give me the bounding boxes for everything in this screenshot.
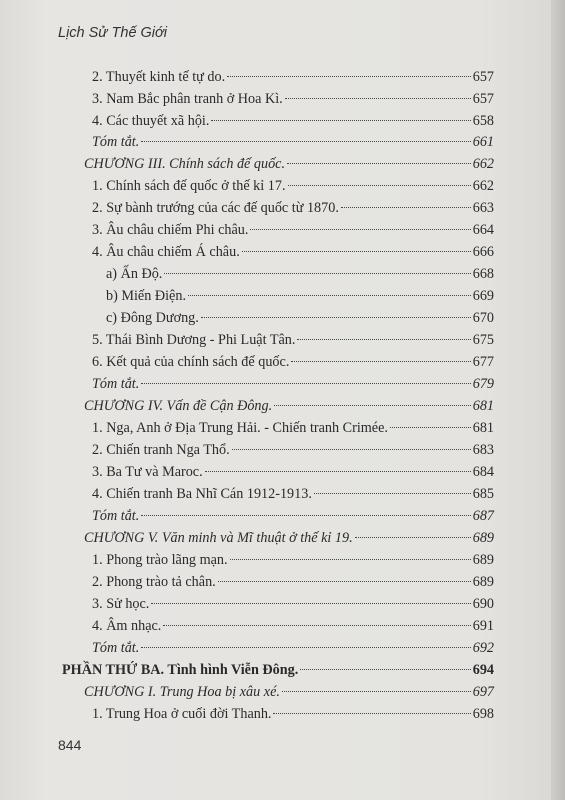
toc-entry — [84, 397, 494, 415]
toc-entry — [92, 617, 494, 635]
toc-entry — [106, 287, 494, 305]
toc-entry — [92, 90, 494, 108]
toc-entry-page: 687 — [472, 508, 494, 524]
toc-entry — [92, 221, 494, 239]
toc-entry-label: 1. Chính sách đế quốc ở thế kỉ 17. — [92, 178, 286, 194]
running-head: Lịch Sử Thế Giới — [58, 25, 168, 41]
toc-entry-page: 658 — [472, 113, 494, 129]
toc-entry — [92, 507, 494, 525]
toc-dot-leader — [274, 404, 471, 406]
toc-dot-leader — [232, 448, 471, 450]
toc-dot-leader — [205, 470, 471, 472]
toc-entry-page: 662 — [472, 156, 494, 172]
toc-entry — [84, 155, 494, 173]
toc-entry — [106, 265, 494, 283]
toc-entry-label: 4. Âu châu chiếm Á châu. — [92, 244, 240, 260]
toc-entry-label: 2. Thuyết kinh tế tự do. — [92, 69, 226, 85]
toc-dot-leader — [250, 228, 470, 230]
toc-entry-label: 4. Các thuyết xã hội. — [92, 113, 210, 129]
toc-entry — [92, 375, 494, 393]
toc-entry-label: 4. Chiến tranh Ba Nhĩ Cán 1912-1913. — [92, 486, 312, 502]
toc-dot-leader — [211, 119, 470, 121]
toc-entry-label: PHẦN THỨ BA. Tình hình Viễn Đông. — [62, 662, 299, 678]
toc-entry — [92, 441, 494, 459]
toc-entry-label: Tóm tắt. — [92, 376, 140, 392]
toc-entry-label: Tóm tắt. — [92, 508, 140, 524]
toc-dot-leader — [300, 668, 470, 670]
toc-dot-leader — [291, 360, 470, 362]
toc-entry-label: Tóm tắt. — [92, 134, 140, 150]
toc-dot-leader — [287, 162, 471, 164]
toc-entry — [92, 705, 494, 723]
toc-entry-page: 663 — [472, 200, 494, 216]
toc-entry-label: 5. Thái Bình Dương - Phi Luật Tân. — [92, 332, 296, 348]
toc-dot-leader — [141, 646, 470, 648]
toc-entry — [92, 243, 494, 261]
toc-entry — [92, 68, 494, 86]
toc-dot-leader — [297, 338, 470, 340]
toc-entry-page: 690 — [472, 596, 494, 612]
toc-dot-leader — [355, 536, 471, 538]
toc-entry-label: CHƯƠNG I. Trung Hoa bị xâu xé. — [84, 684, 280, 700]
toc-entry-label: 3. Ba Tư và Maroc. — [92, 464, 203, 480]
toc-dot-leader — [273, 712, 470, 714]
toc-dot-leader — [282, 690, 471, 692]
toc-entry-page: 664 — [472, 222, 494, 238]
toc-entry-page: 689 — [472, 574, 494, 590]
toc-entry-page: 681 — [472, 398, 494, 414]
toc-entry-label: 2. Phong trào tả chân. — [92, 574, 216, 590]
toc-entry-label: CHƯƠNG III. Chính sách đế quốc. — [84, 156, 286, 172]
toc-entry-page: 668 — [472, 266, 494, 282]
toc-entry-page: 689 — [472, 530, 494, 546]
toc-dot-leader — [242, 250, 471, 252]
toc-dot-leader — [201, 316, 471, 318]
toc-entry — [92, 639, 494, 657]
toc-entry-label: 1. Phong trào lãng mạn. — [92, 552, 228, 568]
toc-entry-page: 698 — [472, 706, 494, 722]
toc-entry-page: 657 — [472, 69, 494, 85]
toc-entry-page: 694 — [472, 662, 494, 678]
toc-entry — [92, 573, 494, 591]
toc-dot-leader — [141, 514, 470, 516]
toc-dot-leader — [390, 426, 471, 428]
toc-entry — [92, 133, 494, 151]
toc-dot-leader — [163, 624, 470, 626]
toc-entry-label: Tóm tắt. — [92, 640, 140, 656]
toc-entry — [62, 661, 494, 679]
toc-entry-label: CHƯƠNG IV. Vấn đề Cận Đông. — [84, 398, 273, 414]
toc-dot-leader — [141, 140, 470, 142]
toc-dot-leader — [285, 97, 471, 99]
toc-entry — [92, 177, 494, 195]
toc-entry-page: 681 — [472, 420, 494, 436]
toc-dot-leader — [288, 184, 471, 186]
toc-entry — [92, 419, 494, 437]
toc-entry-label: CHƯƠNG V. Văn minh và Mĩ thuật ở thế kỉ 19. — [84, 530, 353, 546]
toc-entry — [92, 112, 494, 130]
toc-dot-leader — [314, 492, 471, 494]
toc-dot-leader — [141, 382, 470, 384]
page-number: 844 — [58, 737, 82, 753]
toc-entry — [92, 463, 494, 481]
toc-entry-page: 675 — [472, 332, 494, 348]
toc-entry — [92, 485, 494, 503]
toc-entry — [92, 595, 494, 613]
toc-entry-label: 4. Âm nhạc. — [92, 618, 162, 634]
toc-entry-page: 662 — [472, 178, 494, 194]
toc-entry — [92, 199, 494, 217]
toc-dot-leader — [218, 580, 471, 582]
toc-entry-page: 666 — [472, 244, 494, 260]
toc-dot-leader — [227, 75, 471, 77]
toc-entry-label: c) Đông Dương. — [106, 310, 199, 326]
toc-entry-label: 1. Nga, Anh ở Địa Trung Hải. - Chiến tranh Crimée. — [92, 420, 388, 436]
toc-entry-page: 685 — [472, 486, 494, 502]
toc-entry-label: 2. Sự bành trướng của các đế quốc từ 1870. — [92, 200, 339, 216]
page-edge-shadow — [551, 0, 565, 800]
toc-entry — [84, 683, 494, 701]
toc-entry-page: 669 — [472, 288, 494, 304]
toc-dot-leader — [151, 602, 470, 604]
toc-entry-label: b) Miến Điện. — [106, 288, 186, 304]
toc-entry-label: 3. Sử học. — [92, 596, 150, 612]
toc-entry-page: 657 — [472, 91, 494, 107]
toc-entry-page: 691 — [472, 618, 494, 634]
toc-entry — [92, 331, 494, 349]
toc-entry-page: 679 — [472, 376, 494, 392]
toc-dot-leader — [341, 206, 471, 208]
toc-dot-leader — [164, 272, 470, 274]
toc-entry-page: 697 — [472, 684, 494, 700]
toc-entry-page: 684 — [472, 464, 494, 480]
toc-entry-label: 2. Chiến tranh Nga Thổ. — [92, 442, 230, 458]
toc-entry-label: 1. Trung Hoa ở cuối đời Thanh. — [92, 706, 272, 722]
toc-entry-page: 670 — [472, 310, 494, 326]
toc-dot-leader — [230, 558, 471, 560]
toc-entry — [92, 551, 494, 569]
toc-dot-leader — [188, 294, 471, 296]
toc-entry-label: 3. Âu châu chiếm Phi châu. — [92, 222, 249, 238]
toc-entry — [92, 353, 494, 371]
toc-entry-page: 677 — [472, 354, 494, 370]
toc-entry-page: 661 — [472, 134, 494, 150]
toc-entry-page: 692 — [472, 640, 494, 656]
toc-entry-page: 689 — [472, 552, 494, 568]
toc-entry — [84, 529, 494, 547]
toc-entry — [106, 309, 494, 327]
toc-entry-label: 3. Nam Bắc phân tranh ở Hoa Kì. — [92, 91, 283, 107]
toc-entry-label: a) Ấn Độ. — [106, 266, 163, 282]
toc-entry-label: 6. Kết quả của chính sách đế quốc. — [92, 354, 290, 370]
toc-entry-page: 683 — [472, 442, 494, 458]
